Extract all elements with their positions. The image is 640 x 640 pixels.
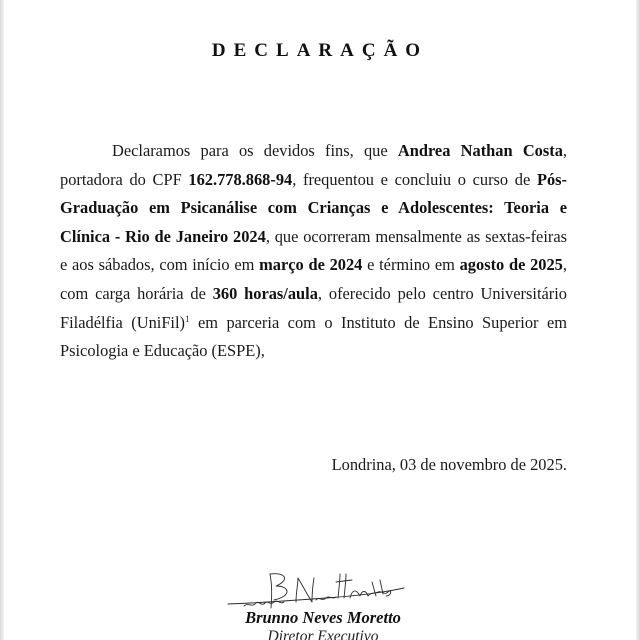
footnote-marker: 1 (185, 313, 190, 324)
course-hours: 360 horas/aula (212, 283, 318, 303)
place-and-date: Londrina, 03 de novembro de 2025. (331, 455, 567, 474)
course-name: Pós-Graduação em Psicanálise com Crianças e Adolescentes: Teoria e Clínica - Rio de Janeiro 2024 (60, 169, 567, 246)
body-text-7: , oferecido pelo centro Universitário Filadélfia (UniFil) (60, 283, 567, 332)
body-text-3: , frequentou e concluiu o curso de (292, 169, 537, 189)
body-text-8: em parceria com o Instituto de Ensino Superior em Psicologia e Educação (ESPE), (60, 312, 567, 361)
end-date: agosto de 2025 (459, 255, 563, 275)
body-text-2: , portadora do CPF (60, 141, 567, 189)
start-date: março de 2024 (259, 255, 363, 275)
declaration-paragraph (60, 137, 567, 366)
signatory-name: Brunno Neves Moretto (245, 608, 401, 627)
student-name: Andrea Nathan Costa (397, 141, 563, 160)
body-text-1: Declaramos para os devidos fins, que (112, 141, 398, 160)
body-text-5: e término em (362, 255, 460, 275)
cpf-number: 162.778.868-94 (188, 169, 293, 189)
page-edge-left (0, 0, 4, 640)
body-text-6: , com carga horária de (60, 255, 567, 303)
body-text-4: , que ocorreram mensalmente as sextas-feiras e aos sábados, com início em (60, 226, 567, 275)
page-edge-right (636, 0, 640, 640)
document-title: DECLARAÇÃO (211, 40, 429, 61)
signatory-role: Diretor Executivo (267, 628, 379, 640)
